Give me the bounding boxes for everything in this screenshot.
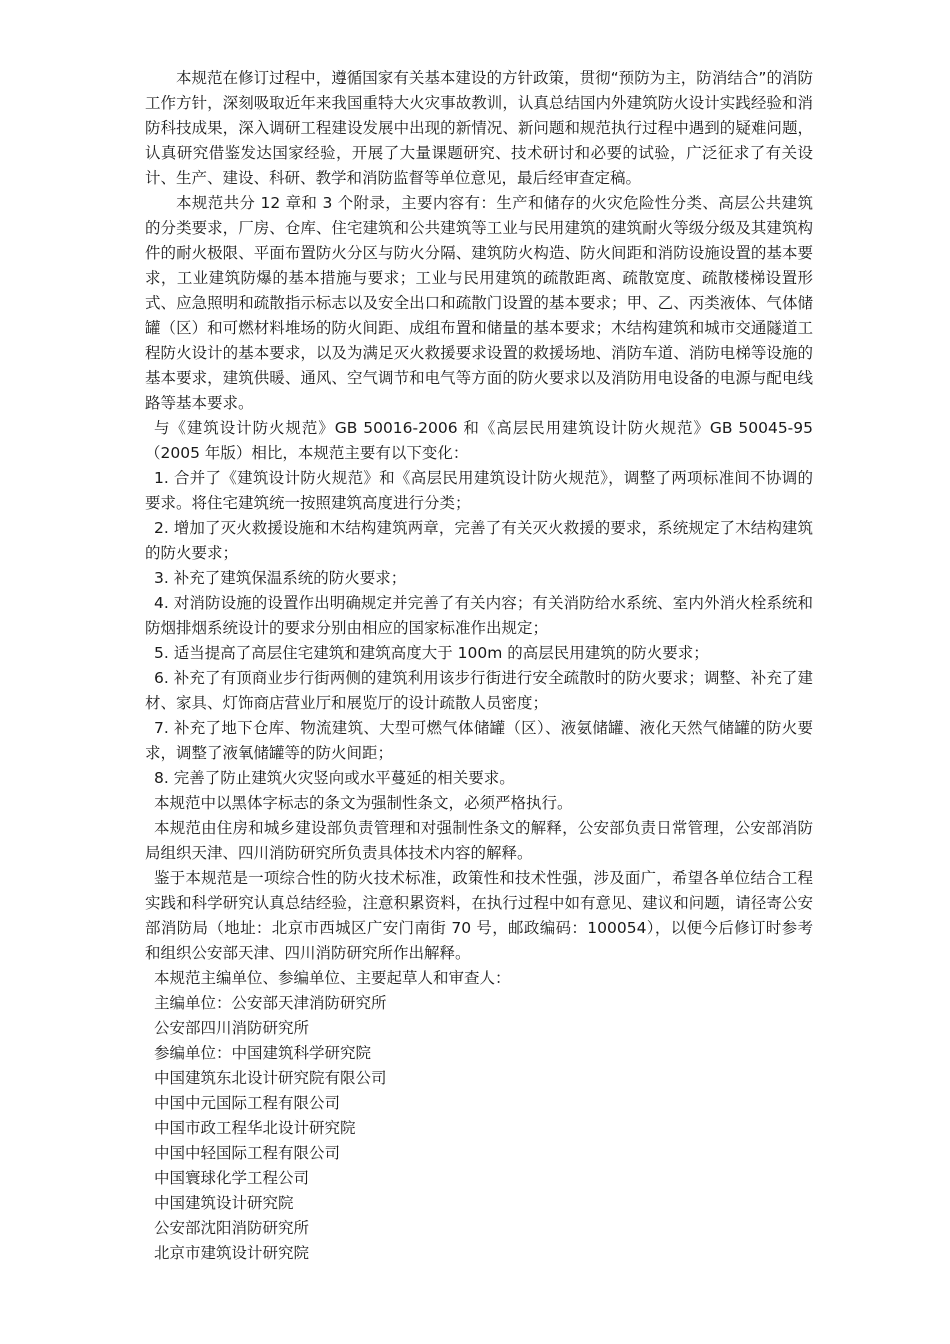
list-item-change-7: 7. 补充了地下仓库、物流建筑、大型可燃气体储罐（区）、液氨储罐、液化天然气储罐的防火要求，调整了液氧储罐等的防火间距； (145, 719, 813, 762)
document-body (145, 66, 813, 1266)
unit-line: 中国建筑东北设计研究院有限公司 (154, 1069, 387, 1087)
list-item-change-4: 4. 对消防设施的设置作出明确规定并完善了有关内容；有关消防给水系统、室内外消火栓系统和防烟排烟系统设计的要求分别由相应的国家标准作出规定； (145, 594, 813, 637)
paragraph-management: 本规范由住房和城乡建设部负责管理和对强制性条文的解释，公安部负责日常管理，公安部消防局组织天津、四川消防研究所负责具体技术内容的解释。 (145, 819, 813, 862)
paragraph-feedback-request: 鉴于本规范是一项综合性的防火技术标准，政策性和技术性强，涉及面广，希望各单位结合工程实践和科学研究认真总结经验，注意积累资料，在执行过程中如有意见、建议和问题，请径寄公安部消防局（地址：北京市西城区广安门南街 70 号，邮政编码：100054），以便今后修订时参考和组织公安部天津、四川消防研究所作出解释。 (145, 869, 813, 962)
paragraph-comparison-intro: 与《建筑设计防火规范》GB 50016-2006 和《高层民用建筑设计防火规范》GB 50045-95（2005 年版）相比，本规范主要有以下变化： (145, 419, 813, 462)
list-item-change-6: 6. 补充了有顶商业步行街两侧的建筑利用该步行街进行安全疏散时的防火要求；调整、补充了建材、家具、灯饰商店营业厅和展览厅的设计疏散人员密度； (145, 669, 813, 712)
paragraph-units-intro: 本规范主编单位、参编单位、主要起草人和审查人： (154, 969, 511, 987)
paragraph-revision-process: 本规范在修订过程中，遵循国家有关基本建设的方针政策，贯彻“预防为主，防消结合”的消防工作方针，深刻吸取近年来我国重特大火灾事故教训，认真总结国内外建筑防火设计实践经验和消防科技成果，深入调研工程建设发展中出现的新情况、新问题和规范执行过程中遇到的疑难问题，认真研究借鉴发达国家经验，开展了大量课题研究、技术研讨和必要的试验，广泛征求了有关设计、生产、建设、科研、教学和消防监督等单位意见，最后经审查定稿。 (145, 69, 813, 187)
unit-line: 中国建筑设计研究院 (154, 1194, 294, 1212)
list-item-change-2: 2. 增加了灭火救援设施和木结构建筑两章，完善了有关灭火救援的要求，系统规定了木结构建筑的防火要求； (145, 519, 813, 562)
list-item-change-5: 5. 适当提高了高层住宅建筑和建筑高度大于 100m 的高层民用建筑的防火要求； (154, 644, 709, 662)
unit-line: 中国中元国际工程有限公司 (154, 1094, 341, 1112)
unit-line: 中国中轻国际工程有限公司 (154, 1144, 341, 1162)
unit-line: 公安部四川消防研究所 (154, 1019, 310, 1037)
unit-line: 北京市建筑设计研究院 (154, 1244, 310, 1262)
unit-line: 中国寰球化学工程公司 (154, 1169, 310, 1187)
unit-line: 参编单位：中国建筑科学研究院 (154, 1044, 372, 1062)
paragraph-mandatory-clauses: 本规范中以黑体字标志的条文为强制性条文，必须严格执行。 (154, 794, 573, 812)
list-item-change-1: 1. 合并了《建筑设计防火规范》和《高层民用建筑设计防火规范》，调整了两项标准间不协调的要求。将住宅建筑统一按照建筑高度进行分类； (145, 469, 813, 512)
paragraph-main-contents: 本规范共分 12 章和 3 个附录，主要内容有：生产和储存的火灾危险性分类、高层公共建筑的分类要求，厂房、仓库、住宅建筑和公共建筑等工业与民用建筑的建筑耐火等级分级及其建筑构件的耐火极限、平面布置防火分区与防火分隔、建筑防火构造、防火间距和消防设施设置的基本要求，工业建筑防爆的基本措施与要求；工业与民用建筑的疏散距离、疏散宽度、疏散楼梯设置形式、应急照明和疏散指示标志以及安全出口和疏散门设置的基本要求；甲、乙、丙类液体、气体储罐（区）和可燃材料堆场的防火间距、成组布置和储量的基本要求；木结构建筑和城市交通隧道工程防火设计的基本要求，以及为满足灭火救援要求设置的救援场地、消防车道、消防电梯等设施的基本要求，建筑供暖、通风、空气调节和电气等方面的防火要求以及消防用电设备的电源与配电线路等基本要求。 (145, 194, 813, 412)
list-item-change-8: 8. 完善了防止建筑火灾竖向或水平蔓延的相关要求。 (154, 769, 515, 787)
list-item-change-3: 3. 补充了建筑保温系统的防火要求； (154, 569, 407, 587)
unit-line: 公安部沈阳消防研究所 (154, 1219, 310, 1237)
unit-line: 中国市政工程华北设计研究院 (154, 1119, 356, 1137)
unit-line: 主编单位：公安部天津消防研究所 (154, 994, 387, 1012)
